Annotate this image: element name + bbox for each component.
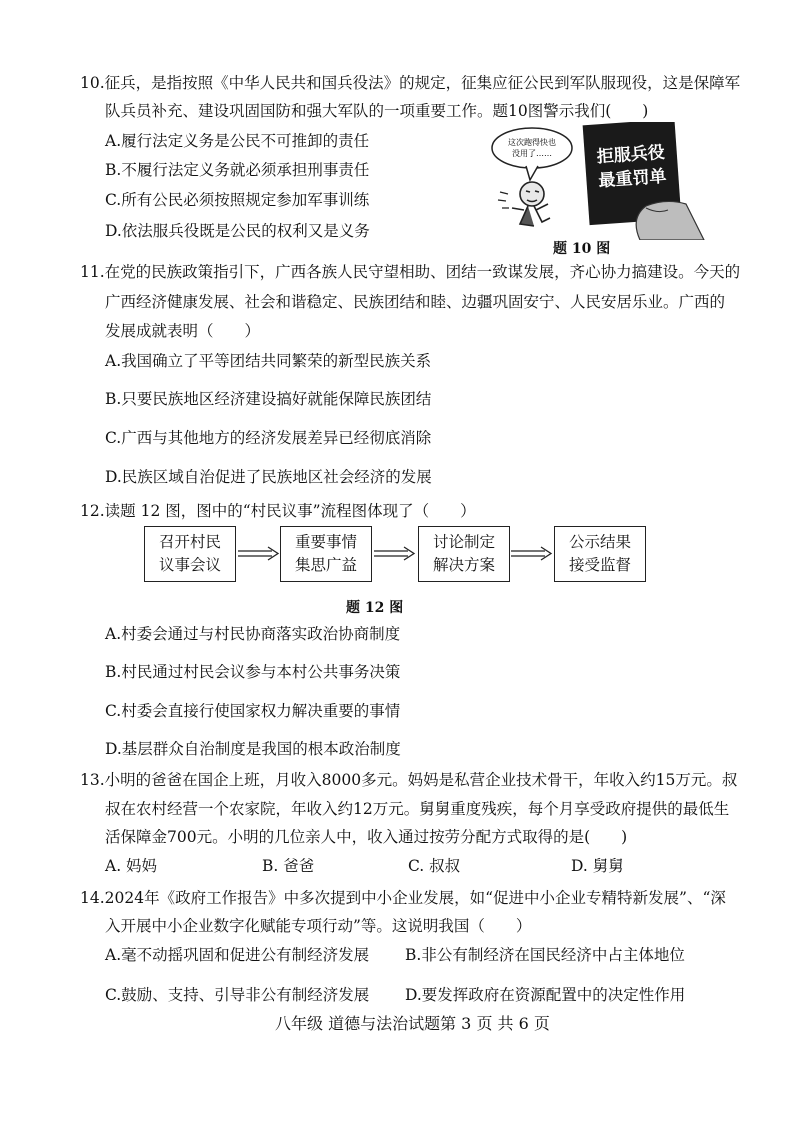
q10-stem-line-2: 队兵员补充、建设巩固国防和强大军队的一项重要工作。题10图警示我们( ) [105,102,649,120]
q11-stem-line-1: 11.在党的民族政策指引下，广西各族人民守望相助、团结一致谋发展，齐心协力搞建设。今天的 [80,263,741,281]
flow-step-2-line-1: 重要事情 [294,533,357,551]
flow-step-3 [418,526,510,582]
q12-option-c: C.村委会直接行使国家权力解决重要的事情 [105,702,401,720]
flow-arrow-icon [511,544,553,564]
q12-option-d: D.基层群众自治制度是我国的根本政治制度 [105,740,401,758]
q12-option-b: B.村民通过村民会议参与本村公共事务决策 [105,663,401,681]
q13-option-d: D. 舅舅 [571,857,624,875]
q10-option-b: B.不履行法定义务就必须承担刑事责任 [105,161,370,179]
q10-stem-line-1: 10.征兵，是指按照《中华人民共和国兵役法》的规定，征集应征公民到军队服现役，这是保障军 [80,74,741,92]
flow-step-3-line-2: 解决方案 [432,556,495,574]
q10-figure-caption: 题 10 图 [553,241,611,257]
q12-figure-caption: 题 12 图 [346,600,404,616]
flow-step-1 [144,526,236,582]
q10-option-c: C.所有公民必须按照规定参加军事训练 [105,191,370,209]
q11-stem-line-3: 发展成就表明（ ） [105,322,261,340]
q14-option-a: A.毫不动摇巩固和促进公有制经济发展 [105,946,370,964]
q11-option-d: D.民族区域自治促进了民族地区社会经济的发展 [105,468,432,486]
q11-option-a: A.我国确立了平等团结共同繁荣的新型民族关系 [105,352,432,370]
q10-cartoon-figure [490,122,713,240]
flow-arrow-icon [238,544,280,564]
flow-step-4 [554,526,646,582]
q14-stem-line-1: 14.2024年《政府工作报告》中多次提到中小企业发展，如“促进中小企业专精特新发展”、“深 [80,889,726,907]
flow-arrow-icon [374,544,416,564]
flow-step-1-line-1: 召开村民 [158,533,221,551]
flow-step-4-line-2: 接受监督 [568,556,631,574]
q13-stem-line-1: 13.小明的爸爸在国企上班，月收入8000多元。妈妈是私营企业技术骨干，年收入约15万元。叔 [80,771,738,789]
q10-option-d: D.依法服兵役既是公民的权利又是义务 [105,222,370,240]
page-footer: 八年级 道德与法治试题第 3 页 共 6 页 [275,1014,550,1033]
q11-stem-line-2: 广西经济健康发展、社会和谐稳定、民族团结和睦、边疆巩固安宁、人民安居乐业。广西的 [105,293,726,311]
q13-stem-line-2: 叔在农村经营一个农家院，年收入约12万元。舅舅重度残疾，每个月享受政府提供的最低生 [105,800,730,818]
q12-stem: 12.读题 12 图，图中的“村民议事”流程图体现了（ ） [80,502,476,520]
sign-text-1: 拒服兵役 [596,142,666,168]
q13-option-a: A. 妈妈 [105,857,158,875]
q14-option-d: D.要发挥政府在资源配置中的决定性作用 [405,986,686,1004]
running-man-icon [498,182,550,226]
q11-option-c: C.广西与其他地方的经济发展差异已经彻底消除 [105,429,432,447]
speech-text-1: 这次跑得快也 [508,138,556,147]
sign-text-2: 最重罚单 [597,166,668,192]
penalty-card-icon [583,122,704,240]
q14-option-b: B.非公有制经济在国民经济中占主体地位 [405,946,685,964]
cartoon-illustration [490,122,713,240]
flow-step-2-line-2: 集思广益 [294,556,357,574]
q12-option-a: A.村委会通过与村民协商落实政治协商制度 [105,625,401,643]
q13-option-b: B. 爸爸 [262,857,315,875]
q13-option-c: C. 叔叔 [408,857,461,875]
q14-option-c: C.鼓励、支持、引导非公有制经济发展 [105,986,370,1004]
speech-text-2: 没用了…… [512,149,552,158]
flow-step-1-line-2: 议事会议 [158,556,221,574]
q13-stem-line-3: 活保障金700元。小明的几位亲人中，收入通过按劳分配方式取得的是( ) [105,828,628,846]
flow-step-4-line-1: 公示结果 [568,533,631,551]
q11-option-b: B.只要民族地区经济建设搞好就能保障民族团结 [105,390,432,408]
q10-option-a: A.履行法定义务是公民不可推卸的责任 [105,132,370,150]
flow-step-2 [280,526,372,582]
flow-step-3-line-1: 讨论制定 [432,533,495,551]
q14-stem-line-2: 入开展中小企业数字化赋能专项行动”等。这说明我国（ ） [105,917,532,935]
